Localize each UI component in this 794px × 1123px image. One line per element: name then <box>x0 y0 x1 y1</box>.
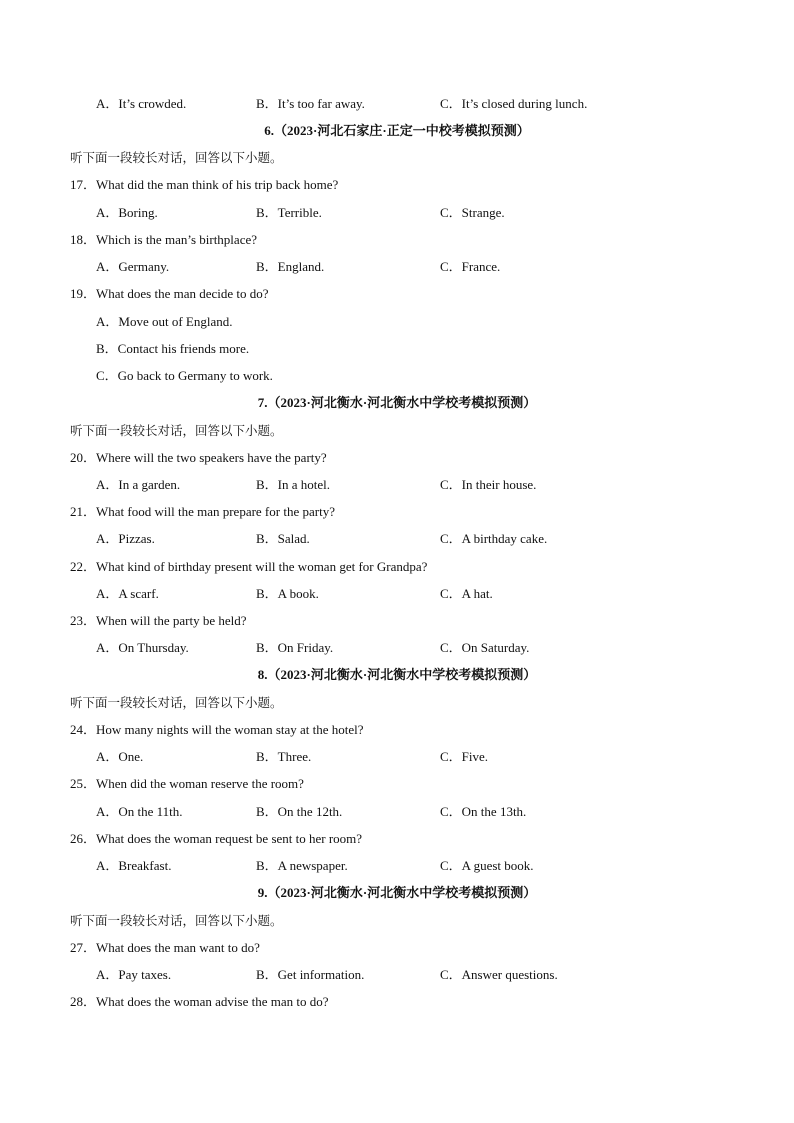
option-a: A．Move out of England. <box>96 314 233 329</box>
option-c: C．A birthday cake. <box>440 531 548 546</box>
option-a: A．It’s crowded. <box>96 96 187 111</box>
option-a: A．Pay taxes. <box>96 967 172 982</box>
section-instruction: 听下面一段较长对话，回答以下小题。 <box>70 913 283 928</box>
question-21: 21．What food will the man prepare for the party? <box>70 504 335 519</box>
option-b: B．On the 12th. <box>256 804 343 819</box>
option-b: B．Terrible. <box>256 205 322 220</box>
section-instruction: 听下面一段较长对话，回答以下小题。 <box>70 695 283 710</box>
option-a: A．On Thursday. <box>96 640 189 655</box>
section-heading: 7.（2023·河北衡水·河北衡水中学校考模拟预测） <box>257 395 537 410</box>
option-b: B．It’s too far away. <box>256 96 365 111</box>
question-20: 20．Where will the two speakers have the party? <box>70 450 327 465</box>
option-b: B．England. <box>256 259 325 274</box>
question-28: 28．What does the woman advise the man to do? <box>70 994 329 1009</box>
option-a: A．One. <box>96 749 144 764</box>
section-instruction: 听下面一段较长对话，回答以下小题。 <box>70 423 283 438</box>
option-c: C．Go back to Germany to work. <box>96 368 273 383</box>
question-26: 26．What does the woman request be sent to her room? <box>70 831 363 846</box>
option-c: C．Answer questions. <box>440 967 558 982</box>
question-19: 19．What does the man decide to do? <box>70 286 269 301</box>
option-b: B．Salad. <box>256 531 310 546</box>
section-heading: 8.（2023·河北衡水·河北衡水中学校考模拟预测） <box>257 667 537 682</box>
option-a: A．Boring. <box>96 205 158 220</box>
section-heading: 6.（2023·河北石家庄·正定一中校考模拟预测） <box>264 123 530 138</box>
option-b: B．A newspaper. <box>256 858 348 873</box>
question-23: 23．When will the party be held? <box>70 613 247 628</box>
option-a: A．Germany. <box>96 259 170 274</box>
option-a: A．Pizzas. <box>96 531 155 546</box>
section-heading: 9.（2023·河北衡水·河北衡水中学校考模拟预测） <box>257 885 537 900</box>
option-b: B．Contact his friends more. <box>96 341 250 356</box>
option-c: C．France. <box>440 259 501 274</box>
question-24: 24．How many nights will the woman stay at the hotel? <box>70 722 364 737</box>
question-17: 17．What did the man think of his trip back home? <box>70 177 339 192</box>
option-c: C．Five. <box>440 749 489 764</box>
option-b: B．In a hotel. <box>256 477 331 492</box>
option-b: B．On Friday. <box>256 640 334 655</box>
option-b: B．Three. <box>256 749 312 764</box>
option-a: A．In a garden. <box>96 477 181 492</box>
option-c: C．Strange. <box>440 205 505 220</box>
option-c: C．On the 13th. <box>440 804 527 819</box>
question-25: 25．When did the woman reserve the room? <box>70 776 304 791</box>
question-22: 22．What kind of birthday present will the woman get for Grandpa? <box>70 559 428 574</box>
option-c: C．In their house. <box>440 477 537 492</box>
option-a: A．A scarf. <box>96 586 159 601</box>
option-c: C．On Saturday. <box>440 640 530 655</box>
option-a: A．Breakfast. <box>96 858 172 873</box>
section-instruction: 听下面一段较长对话，回答以下小题。 <box>70 150 283 165</box>
option-c: C．A hat. <box>440 586 493 601</box>
option-b: B．A book. <box>256 586 319 601</box>
option-a: A．On the 11th. <box>96 804 183 819</box>
option-b: B．Get information. <box>256 967 365 982</box>
question-27: 27．What does the man want to do? <box>70 940 260 955</box>
option-c: C．A guest book. <box>440 858 534 873</box>
question-18: 18．Which is the man’s birthplace? <box>70 232 258 247</box>
option-c: C．It’s closed during lunch. <box>440 96 588 111</box>
